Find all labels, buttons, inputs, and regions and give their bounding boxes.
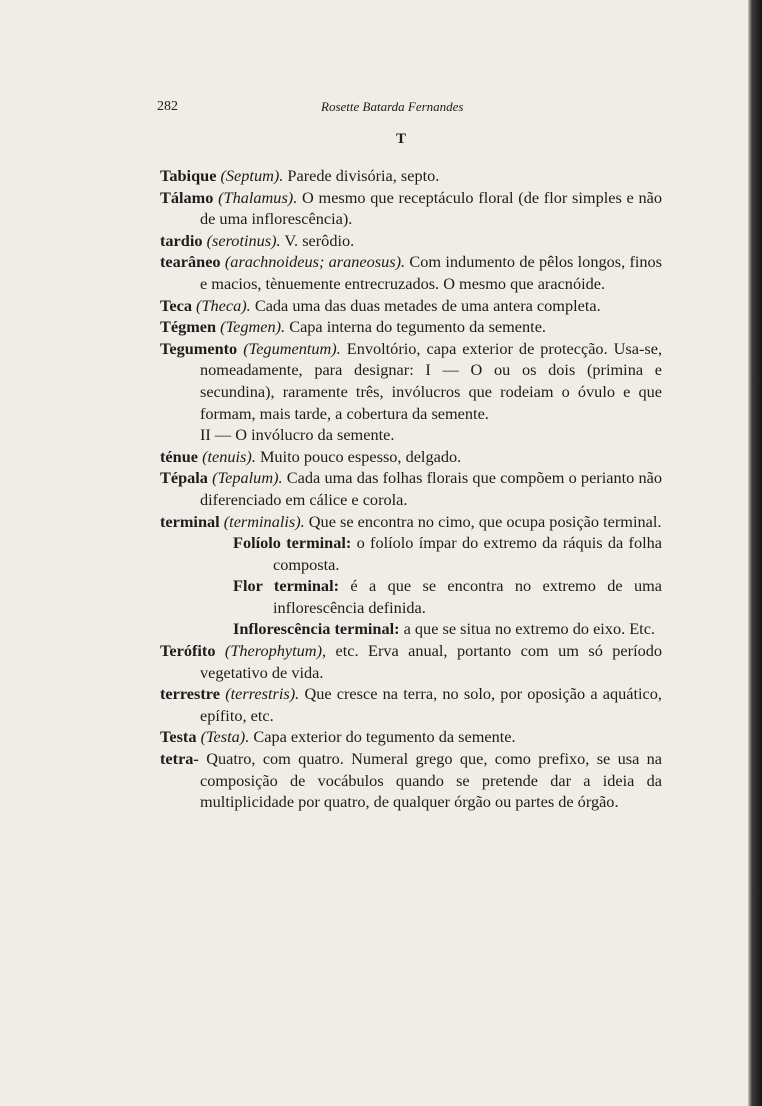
entry-talamo	[160, 187, 662, 230]
definition: Capa interna do tegumento da semente.	[289, 317, 546, 337]
definition: Parede divisória, septo.	[287, 166, 440, 185]
entry-testa	[160, 726, 662, 748]
section-letter: T	[396, 131, 407, 147]
headword: tearâneo	[160, 252, 221, 272]
subentry-definition: a que se situa no extremo do eixo. Etc.	[403, 619, 656, 639]
headword: Terófito	[160, 641, 216, 661]
subentry-inflorescencia-terminal	[160, 618, 662, 640]
definition: O mesmo que receptáculo floral (de flor simples e não de uma inflorescência).	[200, 187, 663, 229]
etymology: (Thalamus).	[218, 187, 298, 207]
entry-tegumento	[160, 338, 662, 424]
headword: Tégmen	[160, 317, 217, 337]
etymology: (Therophytum),	[224, 641, 327, 661]
headword: Testa	[160, 727, 197, 747]
entry-tardio	[160, 230, 662, 252]
etymology: (serotinus).	[206, 230, 281, 250]
running-head: Rosette Batarda Fernandes	[321, 99, 464, 114]
headword: terminal	[160, 511, 220, 531]
definition: Cada uma das folhas florais que compõem o perianto não diferenciado em cálice e corola.	[200, 468, 662, 509]
definition: Que se encontra no cimo, que ocupa posição terminal.	[308, 511, 662, 531]
page-header	[157, 99, 657, 117]
subentry-flor-terminal	[160, 575, 662, 618]
page-number: 282	[157, 99, 178, 114]
etymology: (terrestris).	[225, 684, 300, 704]
entry-tetra	[160, 748, 662, 813]
definition: Envoltório, capa exterior de protecção. Usa-se, nomeadamente, para designar: I — O ou os dois (primina e secundina), raramente três, invólucros que rodeiam o óvulo e que formam, mais tarde, a cobertura da semente.	[200, 338, 663, 423]
headword: tardio	[160, 230, 203, 250]
subentry-definition: o folíolo ímpar do extremo da ráquis da folha composta.	[273, 533, 662, 574]
entry-terofito	[160, 640, 662, 683]
definition: Com indumento de pêlos longos, finos e macios, tènuemente entrecruzados. O mesmo que aracnóide.	[200, 252, 663, 293]
definition: Muito pouco espesso, delgado.	[259, 446, 462, 466]
headword: ténue	[160, 446, 198, 466]
entry-terrestre	[160, 683, 662, 726]
definition: Que cresce na terra, no solo, por oposição a aquático, epífito, etc.	[200, 684, 662, 725]
definition: Quatro, com quatro. Numeral grego que, como prefixo, se usa na composição de vocábulos quando se pretende dar a ideia da multiplicidade por quatro, de qualquer órgão ou partes de órgão.	[200, 749, 662, 812]
entry-terminal	[160, 511, 662, 533]
headword: Tegumento	[160, 338, 238, 358]
headword: tetra-	[160, 749, 199, 769]
headword: Tabique	[160, 166, 217, 185]
subentry-definition: é a que se encontra no extremo de uma inflorescência definida.	[273, 576, 662, 617]
entry-tepala	[160, 467, 662, 510]
tegumento-note: II — O invólucro da semente.	[200, 425, 395, 445]
etymology: (terminalis).	[223, 511, 305, 531]
entry-teca	[160, 295, 662, 317]
etymology: (Tegmen).	[220, 317, 286, 337]
etymology: (Tegumentum).	[243, 338, 341, 358]
etymology: (Tepalum).	[212, 468, 283, 488]
entry-tegmen	[160, 316, 662, 338]
headword: Teca	[160, 295, 192, 315]
definition: Capa exterior do tegumento da semente.	[253, 727, 516, 747]
etymology: (Septum).	[220, 166, 284, 185]
etymology: (tenuis).	[202, 446, 256, 466]
etymology: (Testa).	[200, 727, 250, 747]
subentry-term: Inflorescência terminal:	[233, 619, 400, 639]
entry-tearaneo	[160, 251, 662, 294]
glossary-body	[160, 165, 662, 813]
entry-tenue	[160, 446, 662, 468]
headword: Tálamo	[160, 187, 214, 207]
entry-tabique	[160, 165, 662, 187]
subentry-term: Folíolo terminal:	[233, 533, 352, 553]
subentry-foliolo-terminal	[160, 532, 662, 575]
definition: Cada uma das duas metades de uma antera completa.	[254, 295, 601, 315]
headword: terrestre	[160, 684, 220, 704]
etymology: (Theca).	[196, 295, 251, 315]
definition: V. serôdio.	[284, 230, 355, 250]
etymology: (arachnoideus; araneosus).	[224, 252, 406, 272]
headword: Tépala	[160, 468, 208, 488]
definition: etc. Erva anual, portanto com um só período vegetativo de vida.	[200, 641, 663, 682]
subentry-term: Flor terminal:	[233, 576, 340, 596]
book-binding-edge	[748, 0, 762, 1106]
